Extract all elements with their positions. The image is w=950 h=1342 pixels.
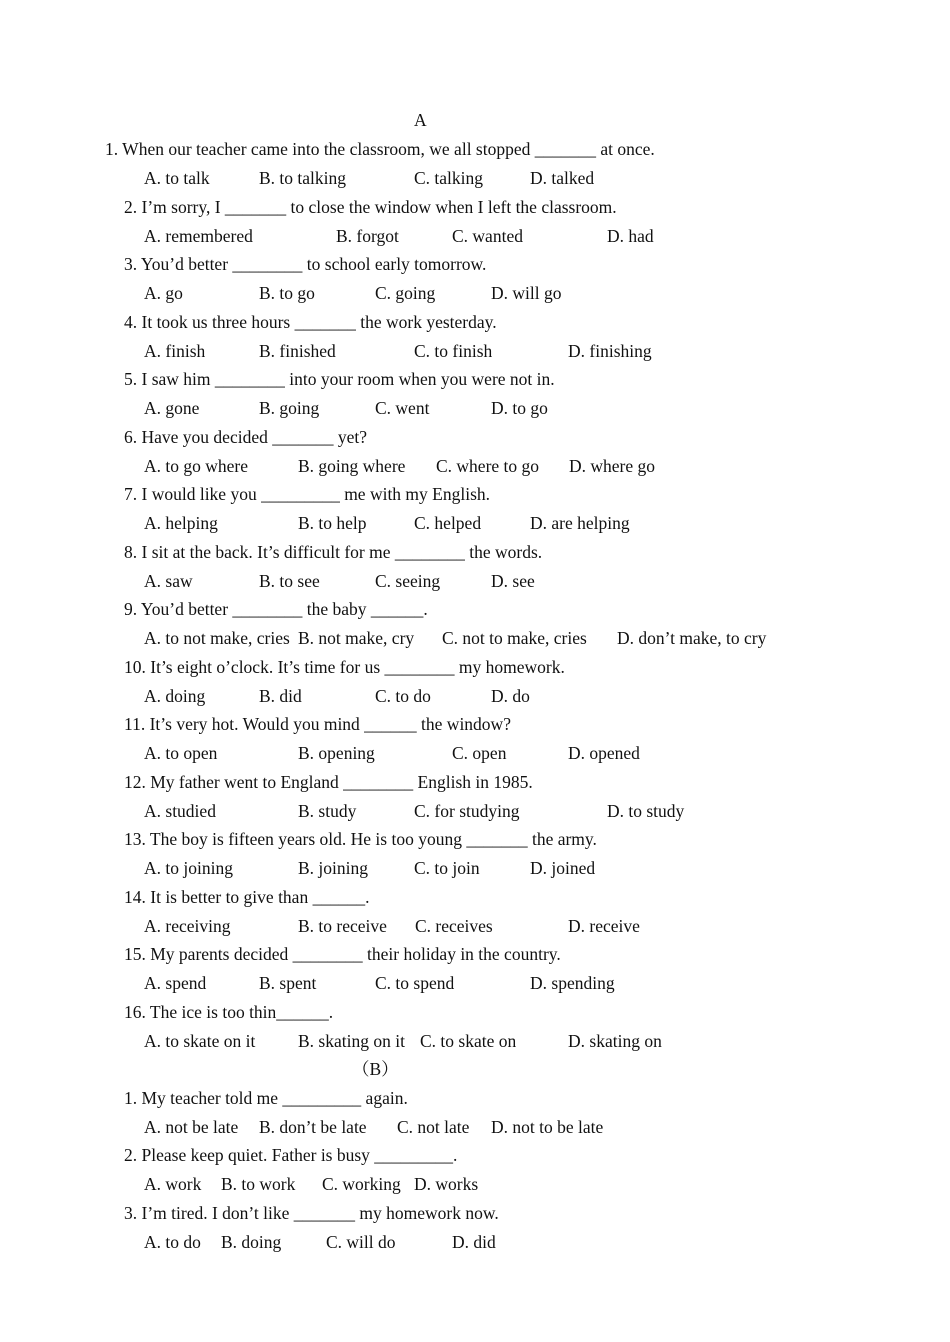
option-b2-c: C. working xyxy=(322,1174,401,1194)
option-a6-c: C. where to go xyxy=(436,456,540,476)
option-a1-d: D. talked xyxy=(530,168,595,188)
option-b3-c: C. will do xyxy=(326,1232,396,1252)
option-b3-a: A. to do xyxy=(144,1232,201,1252)
question-a12: 12. My father went to England ________ English in 1985. xyxy=(124,772,533,792)
question-a14: 14. It is better to give than ______. xyxy=(124,887,370,907)
question-a16: 16. The ice is too thin______. xyxy=(124,1002,334,1022)
option-b1-b: B. don’t be late xyxy=(259,1117,367,1137)
option-a7-a: A. helping xyxy=(144,513,218,533)
option-a15-d: D. spending xyxy=(530,973,615,993)
section-a-heading: A xyxy=(414,110,427,130)
question-a2: 2. I’m sorry, I _______ to close the window when I left the classroom. xyxy=(124,197,617,217)
question-b3: 3. I’m tired. I don’t like _______ my homework now. xyxy=(124,1203,499,1223)
option-a15-c: C. to spend xyxy=(375,973,455,993)
option-b1-c: C. not late xyxy=(397,1117,470,1137)
option-a10-d: D. do xyxy=(491,686,530,706)
option-a16-c: C. to skate on xyxy=(420,1031,517,1051)
option-a1-a: A. to talk xyxy=(144,168,210,188)
option-a1-b: B. to talking xyxy=(259,168,347,188)
question-a10: 10. It’s eight o’clock. It’s time for us ________ my homework. xyxy=(124,657,565,677)
option-a13-b: B. joining xyxy=(298,858,369,878)
option-a7-b: B. to help xyxy=(298,513,367,533)
option-a12-d: D. to study xyxy=(607,801,685,821)
option-b3-d: D. did xyxy=(452,1232,496,1252)
question-b2: 2. Please keep quiet. Father is busy _________. xyxy=(124,1145,458,1165)
option-a11-b: B. opening xyxy=(298,743,375,763)
option-a13-a: A. to joining xyxy=(144,858,233,878)
option-a7-d: D. are helping xyxy=(530,513,630,533)
question-a5: 5. I saw him ________ into your room when you were not in. xyxy=(124,369,555,389)
option-b2-d: D. works xyxy=(414,1174,479,1194)
option-a3-b: B. to go xyxy=(259,283,315,303)
option-a11-a: A. to open xyxy=(144,743,218,763)
option-a14-b: B. to receive xyxy=(298,916,387,936)
option-a9-a: A. to not make, cries xyxy=(144,628,290,648)
option-a6-d: D. where go xyxy=(569,456,656,476)
option-a11-d: D. opened xyxy=(568,743,640,763)
question-a15: 15. My parents decided ________ their holiday in the country. xyxy=(124,944,561,964)
option-a13-d: D. joined xyxy=(530,858,596,878)
option-a2-c: C. wanted xyxy=(452,226,523,246)
option-a12-c: C. for studying xyxy=(414,801,520,821)
option-a10-a: A. doing xyxy=(144,686,206,706)
option-a2-a: A. remembered xyxy=(144,226,253,246)
question-a9: 9. You’d better ________ the baby ______. xyxy=(124,599,428,619)
option-b3-b: B. doing xyxy=(221,1232,282,1252)
question-a8: 8. I sit at the back. It’s difficult for me ________ the words. xyxy=(124,542,543,562)
option-a10-b: B. did xyxy=(259,686,302,706)
option-b2-b: B. to work xyxy=(221,1174,296,1194)
option-a5-a: A. gone xyxy=(144,398,200,418)
option-b1-a: A. not be late xyxy=(144,1117,239,1137)
option-b2-a: A. work xyxy=(144,1174,202,1194)
option-a3-d: D. will go xyxy=(491,283,562,303)
option-a1-c: C. talking xyxy=(414,168,484,188)
option-a9-b: B. not make, cry xyxy=(298,628,415,648)
option-a14-a: A. receiving xyxy=(144,916,231,936)
question-b1: 1. My teacher told me _________ again. xyxy=(124,1088,408,1108)
option-a3-a: A. go xyxy=(144,283,183,303)
option-a5-c: C. went xyxy=(375,398,430,418)
question-a7: 7. I would like you _________ me with my English. xyxy=(124,484,491,504)
option-a6-b: B. going where xyxy=(298,456,406,476)
question-a3: 3. You’d better ________ to school early tomorrow. xyxy=(124,254,487,274)
option-a13-c: C. to join xyxy=(414,858,480,878)
option-a11-c: C. open xyxy=(452,743,507,763)
option-a4-b: B. finished xyxy=(259,341,336,361)
option-a5-d: D. to go xyxy=(491,398,548,418)
option-a6-a: A. to go where xyxy=(144,456,249,476)
option-a2-b: B. forgot xyxy=(336,226,399,246)
option-a7-c: C. helped xyxy=(414,513,482,533)
option-a16-b: B. skating on it xyxy=(298,1031,405,1051)
option-a3-c: C. going xyxy=(375,283,436,303)
option-a4-a: A. finish xyxy=(144,341,206,361)
option-a14-d: D. receive xyxy=(568,916,640,936)
option-a8-c: C. seeing xyxy=(375,571,441,591)
option-a9-c: C. not to make, cries xyxy=(442,628,587,648)
option-a15-b: B. spent xyxy=(259,973,317,993)
question-a13: 13. The boy is fifteen years old. He is too young _______ the army. xyxy=(124,829,597,849)
option-a8-d: D. see xyxy=(491,571,535,591)
question-a11: 11. It’s very hot. Would you mind ______ the window? xyxy=(124,714,511,734)
option-a2-d: D. had xyxy=(607,226,654,246)
section-b-heading: （B） xyxy=(352,1059,399,1079)
option-a16-a: A. to skate on it xyxy=(144,1031,256,1051)
option-a16-d: D. skating on xyxy=(568,1031,662,1051)
option-a5-b: B. going xyxy=(259,398,320,418)
option-a12-b: B. study xyxy=(298,801,357,821)
question-a6: 6. Have you decided _______ yet? xyxy=(124,427,367,447)
option-a8-a: A. saw xyxy=(144,571,193,591)
question-a4: 4. It took us three hours _______ the work yesterday. xyxy=(124,312,497,332)
option-b1-d: D. not to be late xyxy=(491,1117,604,1137)
option-a14-c: C. receives xyxy=(415,916,493,936)
option-a4-d: D. finishing xyxy=(568,341,652,361)
option-a12-a: A. studied xyxy=(144,801,216,821)
option-a8-b: B. to see xyxy=(259,571,320,591)
option-a9-d: D. don’t make, to cry xyxy=(617,628,767,648)
option-a10-c: C. to do xyxy=(375,686,431,706)
question-a1: 1. When our teacher came into the classroom, we all stopped _______ at once. xyxy=(105,139,655,159)
option-a4-c: C. to finish xyxy=(414,341,493,361)
option-a15-a: A. spend xyxy=(144,973,207,993)
